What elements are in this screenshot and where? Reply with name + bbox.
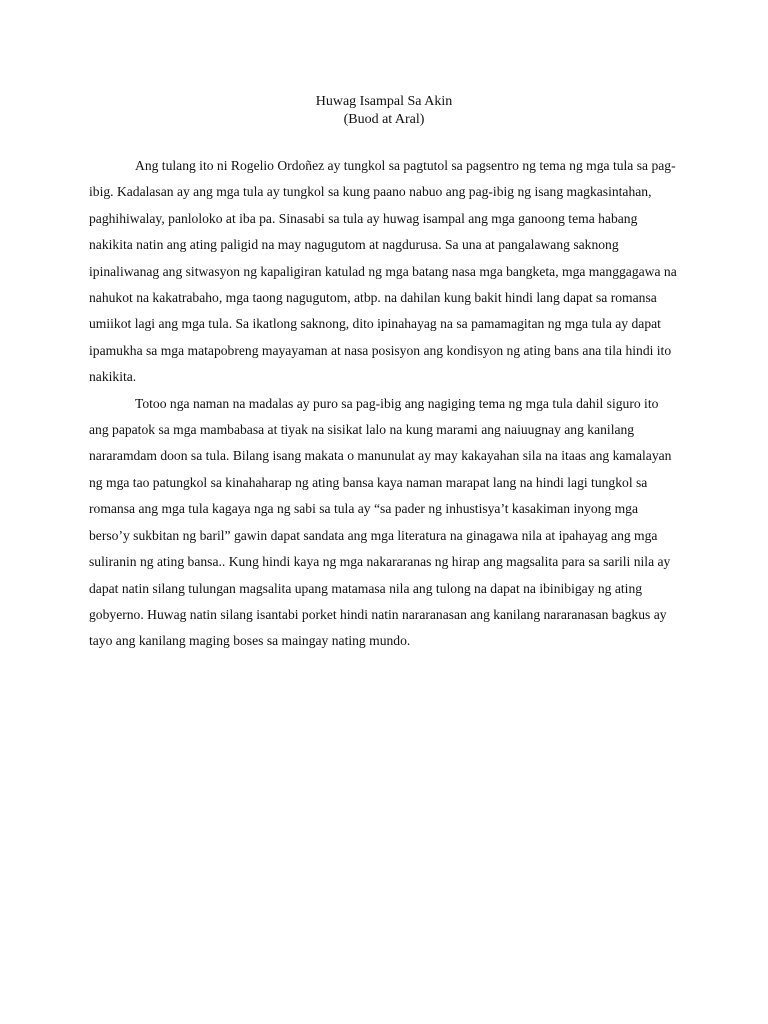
document-title: Huwag Isampal Sa Akin	[315, 94, 453, 109]
title-block	[0, 93, 768, 129]
document-body	[89, 153, 679, 655]
paragraph-2: Totoo nga naman na madalas ay puro sa pag-ibig ang nagiging tema ng mga tula dahil siguro ito ang papatok sa mga mambabasa at tiyak na sisikat lalo na kung marami ang naiuugnay ang kanilang nararamdam doon sa tula. Bilang isang makata o manunulat ay may kakayahan sila na itaas ang kamalayan ng mga tao patungkol sa kinahaharap ng ating bansa kaya naman marapat lang na hindi lagi tungkol sa romansa ang mga tula kagaya nga ng sabi sa tula ay “sa pader ng inhustisya’t kasakiman inyong mga berso’y sukbitan ng baril” gawin dapat sandata ang mga literatura na ginagawa nila at ipahayag ang mga suliranin ng ating bansa.. Kung hindi kaya ng mga nakararanas ng hirap ang magsalita para sa sarili nila ay dapat natin silang tulungan magsalita upang matamasa nila ang tulong na dapat na ibinibigay ng ating gobyerno. Huwag natin silang isantabi porket hindi natin nararanasan ang kanilang nararanasan bagkus ay tayo ang kanilang maging boses sa maingay nating mundo.	[89, 395, 672, 649]
document-subtitle: (Buod at Aral)	[343, 112, 425, 127]
paragraph-1: Ang tulang ito ni Rogelio Ordoñez ay tungkol sa pagtutol sa pagsentro ng tema ng mga tula sa pag-ibig. Kadalasan ay ang mga tula ay tungkol sa kung paano nabuo ang pag-ibig ng isang magkasintahan, paghihiwalay, panloloko at iba pa. Sinasabi sa tula ay huwag isampal ang mga ganoong tema habang nakikita natin ang ating paligid na may nagugutom at nagdurusa. Sa una at pangalawang saknong ipinaliwanag ang sitwasyon ng kapaligiran katulad ng mga batang nasa mga bangketa, mga manggagawa na nahukot na kakatrabaho, mga taong nagugutom, atbp. na dahilan kung bakit hindi lang dapat sa romansa umiikot lagi ang mga tula. Sa ikatlong saknong, dito ipinahayag na sa pamamagitan ng mga tula ay dapat ipamukha sa mga matapobreng mayayaman at nasa posisyon ang kondisyon ng ating bans ana tila hindi ito nakikita.	[89, 158, 677, 385]
